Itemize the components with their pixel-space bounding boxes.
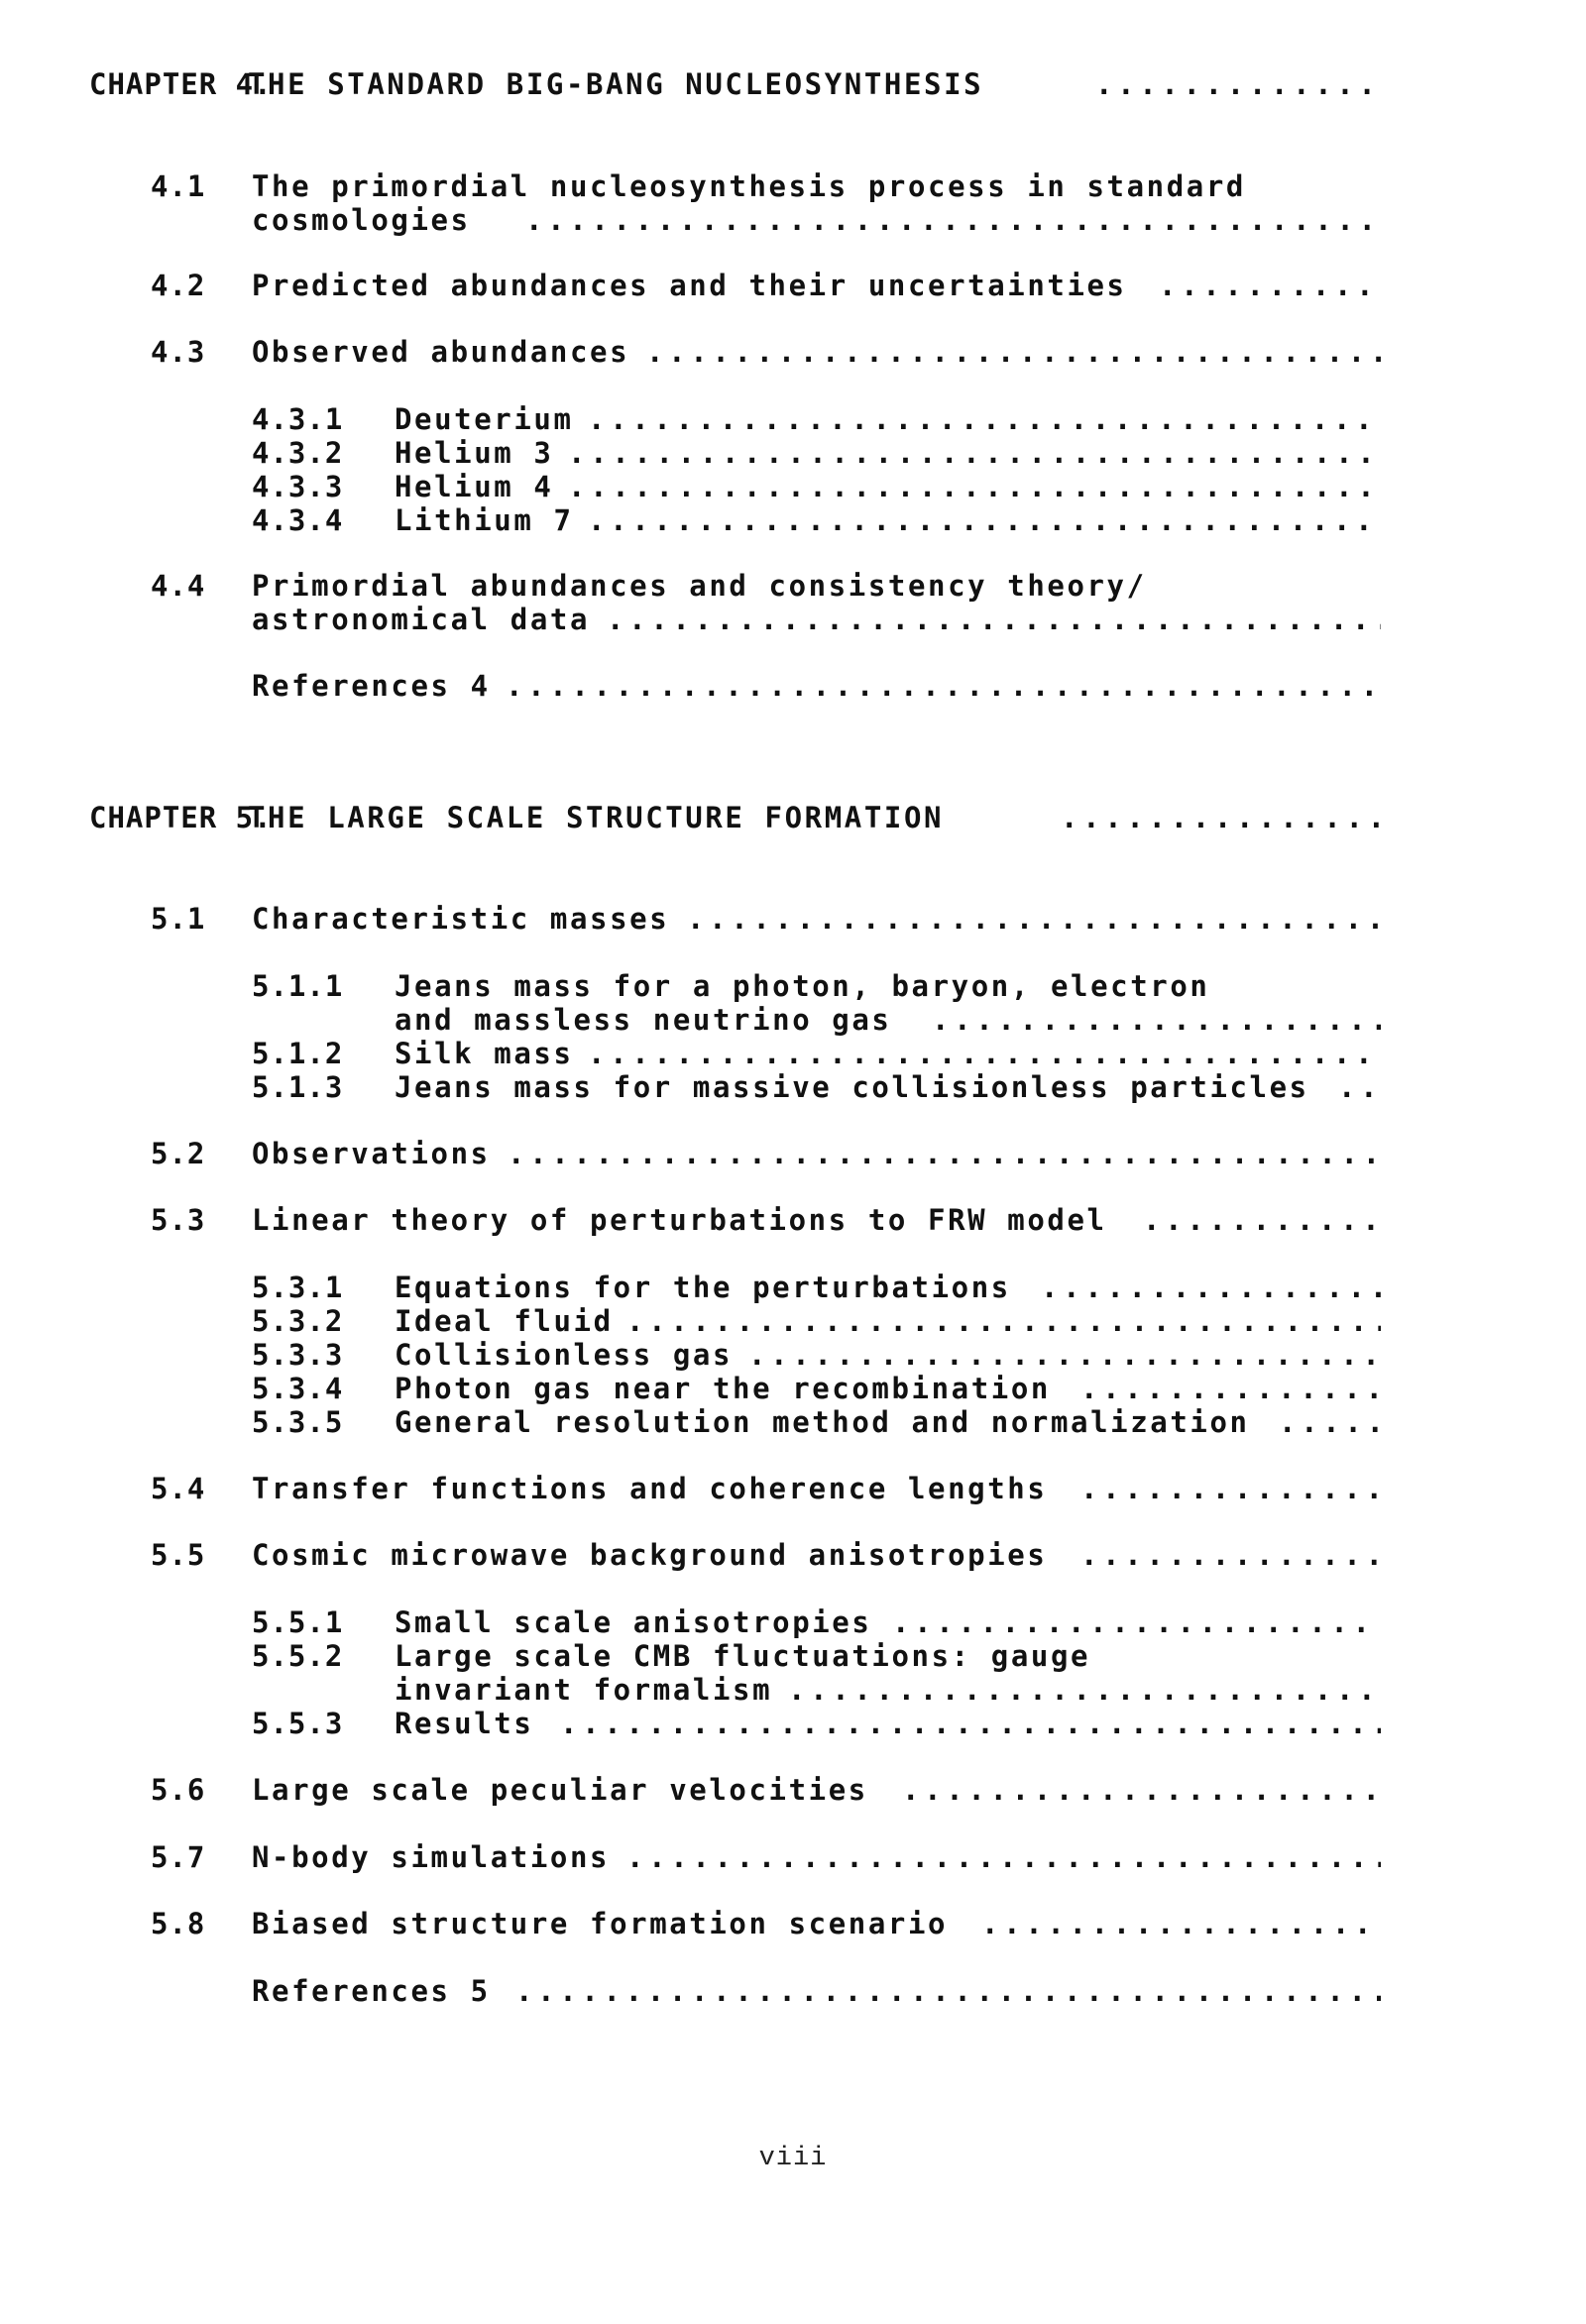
dot-leader [646, 334, 1381, 370]
subsection-number: 5.1.2 [252, 1037, 344, 1070]
section-number: 4.2 [151, 269, 206, 302]
subsection-title: Large scale CMB fluctuations: gauge [395, 1639, 1091, 1673]
section-title: Biased structure formation scenario [252, 1907, 949, 1940]
subsection-title: General resolution method and normalization [395, 1405, 1250, 1439]
page-footer-number: viii [758, 2144, 828, 2173]
section-title: The primordial nucleosynthesis process in standard [252, 169, 1246, 203]
section-number: 5.2 [151, 1137, 206, 1170]
chapter-title: THE STANDARD BIG-BANG NUCLEOSYNTHESIS [248, 67, 984, 101]
dot-leader [892, 1605, 1381, 1640]
section-title-continued: cosmologies [252, 203, 471, 237]
dot-leader [748, 1337, 1381, 1373]
chapter-label: CHAPTER 4. [89, 67, 273, 101]
dot-leader [1061, 800, 1381, 835]
section-number: 5.6 [151, 1773, 206, 1807]
section-title: Cosmic microwave background anisotropies [252, 1538, 1048, 1572]
dot-leader [1338, 1069, 1381, 1105]
subsection-number: 4.3.4 [252, 503, 344, 537]
dot-leader [626, 1839, 1381, 1875]
dot-leader [525, 202, 1381, 238]
dot-leader [1080, 1371, 1381, 1406]
dot-leader [1143, 1202, 1381, 1238]
subsection-title: Jeans mass for a photon, baryon, electron [395, 969, 1210, 1003]
subsection-title: Equations for the perturbations [395, 1271, 1011, 1304]
section-number: 4.3 [151, 335, 206, 369]
subsection-title: Small scale anisotropies [395, 1605, 872, 1639]
section-number: 5.8 [151, 1907, 206, 1940]
subsection-title: Collisionless gas [395, 1338, 734, 1372]
section-title: References 4 [252, 669, 491, 703]
dot-leader [788, 1672, 1381, 1708]
subsection-title: Photon gas near the recombination [395, 1372, 1051, 1405]
dot-leader [1095, 66, 1381, 102]
section-title: Large scale peculiar velocities [252, 1773, 868, 1807]
dot-leader [902, 1772, 1381, 1808]
subsection-number: 5.3.3 [252, 1338, 344, 1372]
subsection-title: Lithium 7 [395, 503, 574, 537]
dot-leader [588, 502, 1381, 538]
dot-leader [588, 401, 1381, 437]
section-number: 5.1 [151, 902, 206, 936]
dot-leader [508, 1136, 1381, 1171]
subsection-title-continued: and massless neutrino gas [395, 1003, 892, 1037]
dot-leader [568, 469, 1381, 504]
dot-leader [1279, 1404, 1381, 1440]
dot-leader [687, 901, 1381, 937]
subsection-title: Silk mass [395, 1037, 574, 1070]
subsection-number: 5.3.1 [252, 1271, 344, 1304]
section-number: 5.5 [151, 1538, 206, 1572]
subsection-number: 5.3.5 [252, 1405, 344, 1439]
subsection-number: 5.5.1 [252, 1605, 344, 1639]
subsection-title: Helium 4 [395, 470, 554, 503]
subsection-title-continued: invariant formalism [395, 1673, 773, 1707]
dot-leader [1041, 1270, 1381, 1305]
subsection-title: Jeans mass for massive collisionless particles [395, 1070, 1309, 1104]
subsection-number: 5.1.1 [252, 969, 344, 1003]
section-number: 4.1 [151, 169, 206, 203]
subsection-title: Helium 3 [395, 436, 554, 470]
subsection-number: 5.3.4 [252, 1372, 344, 1405]
dot-leader [626, 1303, 1381, 1339]
section-title: Observed abundances [252, 335, 630, 369]
section-number: 4.4 [151, 569, 206, 603]
chapter-title: THE LARGE SCALE STRUCTURE FORMATION [248, 801, 945, 834]
subsection-number: 4.3.1 [252, 402, 344, 436]
subsection-number: 5.3.2 [252, 1304, 344, 1338]
section-number: 5.4 [151, 1472, 206, 1505]
section-title: Linear theory of perturbations to FRW model [252, 1203, 1107, 1237]
dot-leader [981, 1906, 1381, 1941]
dot-leader [506, 668, 1381, 704]
subsection-number: 4.3.3 [252, 470, 344, 503]
section-title-continued: astronomical data [252, 603, 591, 636]
section-title: Observations [252, 1137, 491, 1170]
subsection-title: Deuterium [395, 402, 574, 436]
subsection-number: 4.3.2 [252, 436, 344, 470]
dot-leader [607, 602, 1381, 637]
chapter-label: CHAPTER 5. [89, 801, 273, 834]
subsection-number: 5.1.3 [252, 1070, 344, 1104]
section-title: Predicted abundances and their uncertainties [252, 269, 1127, 302]
dot-leader [1080, 1537, 1381, 1573]
dot-leader [568, 435, 1381, 471]
subsection-title: Ideal fluid [395, 1304, 614, 1338]
subsection-title: Results [395, 1707, 534, 1740]
section-title: Primordial abundances and consistency theory/ [252, 569, 1147, 603]
dot-leader [515, 1973, 1381, 2009]
section-title: Transfer functions and coherence lengths [252, 1472, 1048, 1505]
dot-leader [932, 1002, 1381, 1038]
section-title: References 5 [252, 1974, 491, 2008]
dot-leader [588, 1036, 1381, 1071]
subsection-number: 5.5.2 [252, 1639, 344, 1673]
dot-leader [1080, 1471, 1381, 1506]
dot-leader [560, 1706, 1381, 1741]
section-title: Characteristic masses [252, 902, 670, 936]
section-title: N-body simulations [252, 1840, 611, 1874]
subsection-number: 5.5.3 [252, 1707, 344, 1740]
section-number: 5.7 [151, 1840, 206, 1874]
dot-leader [1159, 268, 1381, 303]
section-number: 5.3 [151, 1203, 206, 1237]
